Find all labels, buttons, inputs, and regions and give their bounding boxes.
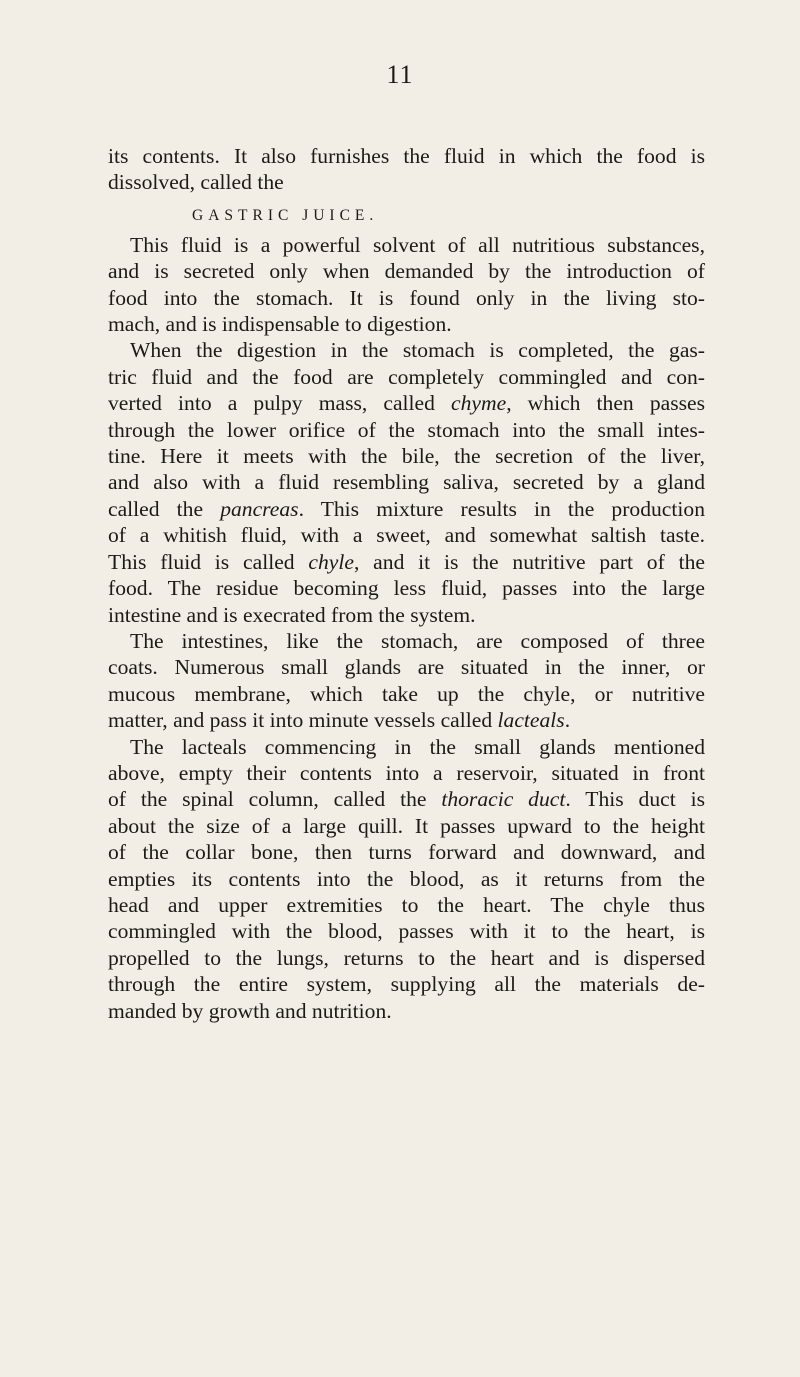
text-line: This fluid is a powerful solvent of all nutritious substances,: [130, 232, 705, 257]
text-line: called the pancreas. This mixture results in the production: [108, 496, 705, 521]
text-line: manded by growth and nutrition.: [108, 998, 392, 1023]
text-line: and also with a fluid resembling saliva, secreted by a gland: [108, 470, 705, 495]
section-heading: GASTRIC JUICE.: [192, 206, 379, 224]
text-line: dissolved, called the: [108, 170, 284, 195]
text-line: propelled to the lungs, returns to the heart and is dispersed: [108, 945, 705, 970]
text-line: of the collar bone, then turns forward and downward, and: [108, 840, 705, 865]
paragraphs: [108, 232, 705, 1024]
paragraph: [108, 628, 705, 734]
italic-term: lacteals: [497, 708, 565, 733]
text-line: food. The residue becoming less fluid, passes into the large: [108, 576, 705, 601]
page-number: 11: [386, 60, 414, 89]
opening-paragraph: [108, 143, 705, 196]
paragraph: [108, 337, 705, 627]
text-line: mucous membrane, which take up the chyle, or nutritive: [108, 681, 705, 706]
text-line: tric fluid and the food are completely commingled and con-: [108, 364, 705, 389]
text-line: The intestines, like the stomach, are composed of three: [130, 628, 705, 653]
text-line: above, empty their contents into a reservoir, situated in front: [108, 760, 705, 785]
text-line: head and upper extremities to the heart. The chyle thus: [108, 892, 705, 917]
italic-term: thoracic duct: [441, 787, 566, 812]
text-line: food into the stomach. It is found only in the living sto-: [108, 285, 705, 310]
text-line: mach, and is indispensable to digestion.: [108, 312, 452, 337]
text-line: through the entire system, supplying all the materials de-: [108, 972, 705, 997]
text-line: of the spinal column, called the thoracic duct. This duct is: [108, 787, 705, 812]
text-line: matter, and pass it into minute vessels called lacteals.: [108, 708, 571, 733]
text-line: and is secreted only when demanded by the introduction of: [108, 259, 705, 284]
text-line: empties its contents into the blood, as it returns from the: [108, 866, 705, 891]
text-line: tine. Here it meets with the bile, the secretion of the liver,: [108, 444, 705, 469]
text-line: about the size of a large quill. It passes upward to the height: [108, 813, 705, 838]
text-line: The lacteals commencing in the small glands mentioned: [130, 734, 705, 759]
text-line: its contents. It also furnishes the fluid in which the food is: [108, 144, 705, 168]
text-line: When the digestion in the stomach is completed, the gas-: [130, 338, 705, 363]
text-line: coats. Numerous small glands are situated in the inner, or: [108, 655, 705, 680]
text-line: of a whitish fluid, with a sweet, and somewhat saltish taste.: [108, 523, 705, 548]
body-text: [108, 143, 705, 1024]
paragraph: [108, 232, 705, 338]
text-line: This fluid is called chyle, and it is the nutritive part of the: [108, 549, 705, 574]
text-line: verted into a pulpy mass, called chyme, which then passes: [108, 391, 705, 416]
text-line: commingled with the blood, passes with it to the heart, is: [108, 919, 705, 944]
text-line: through the lower orifice of the stomach into the small intes-: [108, 417, 705, 442]
italic-term: chyle: [308, 549, 354, 574]
italic-term: chyme: [451, 391, 507, 416]
text-line: intestine and is execrated from the system.: [108, 602, 476, 627]
italic-term: pancreas: [220, 496, 299, 521]
paragraph: [108, 734, 705, 1024]
